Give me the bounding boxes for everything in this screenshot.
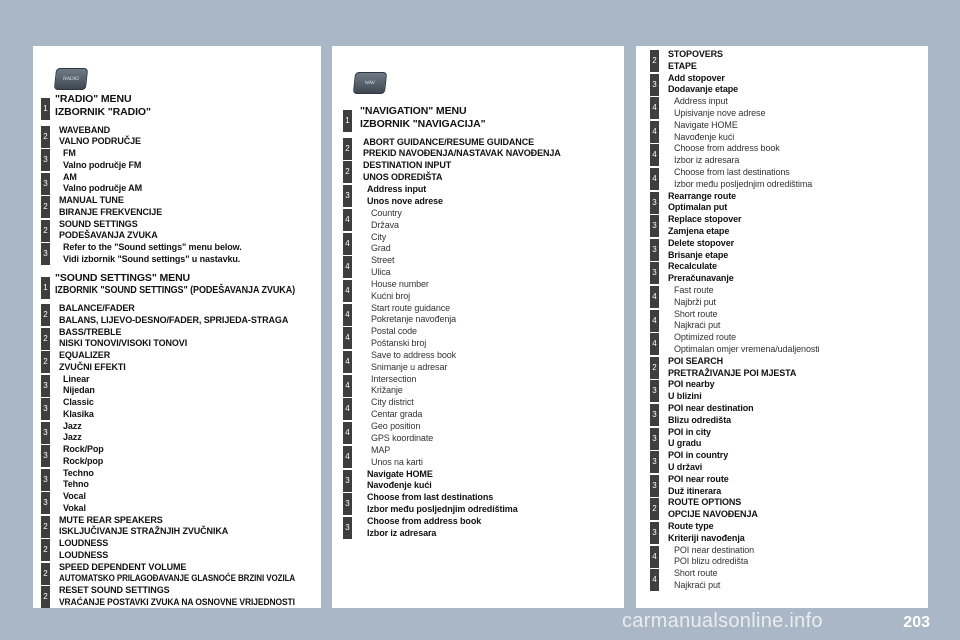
menu-entry-text (668, 474, 729, 498)
level-badge: 3 (650, 428, 659, 450)
menu-entry-text (63, 172, 142, 196)
menu-entry-text (360, 105, 486, 130)
entry-translation-label: Tehno (63, 479, 89, 490)
navigation-menu-panel (332, 46, 624, 608)
entry-translation-label: Duž itinerara (668, 485, 722, 496)
entry-translation-label: U blizini (668, 391, 702, 402)
level-badge: 3 (41, 469, 50, 491)
level-badge: 4 (343, 398, 352, 420)
entry-primary-label: POI near destination (668, 403, 754, 413)
level-badge: 4 (343, 209, 352, 231)
entry-translation-label: Ulica (371, 266, 391, 277)
entry-translation-label: Grad (371, 243, 391, 254)
menu-entry-text (63, 491, 86, 515)
entry-primary-label: City district (371, 397, 414, 408)
level-badge: 2 (343, 138, 352, 160)
level-badge: 4 (650, 286, 659, 308)
entry-translation-label: Navođenje kući (674, 131, 735, 142)
menu-entry-text (59, 350, 126, 374)
entry-primary-label: MANUAL TUNE (59, 195, 124, 205)
level-badge: 3 (650, 380, 659, 402)
entry-translation-label: IZBORNIK "SOUND SETTINGS" (PODEŠAVANJA ZVUKA) (55, 284, 296, 296)
entry-primary-label: Rearrange route (668, 190, 737, 201)
entry-primary-label: FM (63, 148, 76, 158)
entry-translation-label: Brisanje etape (668, 249, 729, 260)
entry-translation-label: U državi (668, 461, 703, 472)
entry-translation-label: IZBORNIK "RADIO" (55, 105, 151, 118)
entry-translation-label: Upisivanje nove adrese (674, 107, 766, 118)
entry-translation-label: GPS koordinate (371, 432, 434, 443)
level-badge: 4 (650, 333, 659, 355)
entry-translation-label: AUTOMATSKO PRILAGOĐAVANJE GLASNOĆE BRZINI VOZILA (59, 573, 296, 584)
level-badge: 3 (650, 215, 659, 237)
menu-entry-text (371, 374, 416, 398)
level-badge: 3 (41, 149, 50, 171)
entry-primary-label: RESET SOUND SETTINGS (59, 585, 170, 595)
menu-entry-text (668, 261, 734, 285)
entry-translation-label: LOUDNESS (59, 549, 109, 560)
menu-entry-text (63, 242, 242, 266)
entry-translation-label: Centar grada (371, 409, 423, 420)
menu-entry-text (674, 96, 765, 120)
level-badge: 3 (41, 492, 50, 514)
menu-entry-text (674, 568, 720, 592)
entry-primary-label: Navigate HOME (367, 468, 433, 479)
entry-primary-label: Choose from last destinations (674, 167, 790, 177)
menu-entry-text (371, 279, 429, 303)
entry-primary-label: AM (63, 171, 77, 182)
menu-entry-text (668, 403, 754, 427)
entry-translation-label: Poštanski broj (371, 338, 427, 349)
entry-translation-label: UNOS ODREDIŠTA (363, 172, 443, 183)
level-badge: 2 (41, 586, 50, 608)
menu-entry-text (371, 397, 422, 421)
entry-primary-label: POI near destination (674, 544, 755, 555)
entry-primary-label: POI in country (668, 450, 729, 461)
menu-entry-text (674, 167, 812, 191)
entry-primary-label: Techno (63, 467, 94, 478)
entry-translation-label: VRAĆANJE POSTAVKI ZVUKA NA OSNOVNE VRIJEDNOSTI (59, 596, 295, 607)
entry-translation-label: Optimalan put (668, 202, 728, 213)
menu-entry-text (674, 120, 738, 144)
entry-translation-label: PRETRAŽIVANJE POI MJESTA (668, 367, 797, 378)
level-badge: 4 (343, 327, 352, 349)
level-badge: 3 (650, 262, 659, 284)
menu-entry-text (59, 303, 288, 327)
radio-menu-panel (33, 46, 321, 608)
entry-translation-label: NISKI TONOVI/VISOKI TONOVI (59, 338, 188, 349)
level-badge: 3 (343, 493, 352, 515)
menu-entry-text (371, 421, 433, 445)
menu-entry-text (63, 421, 82, 445)
level-badge: 3 (650, 475, 659, 497)
entry-primary-label: BALANCE/FADER (59, 303, 135, 313)
menu-entry-text (674, 332, 820, 356)
entry-primary-label: Add stopover (668, 72, 725, 83)
entry-translation-label: Vokal (63, 502, 86, 513)
entry-primary-label: "RADIO" MENU (55, 93, 132, 105)
entry-primary-label: Rock/Pop (63, 444, 104, 454)
entry-translation-label: OPCIJE NAVOĐENJA (668, 509, 758, 520)
entry-primary-label: POI near route (668, 473, 729, 484)
menu-entry-text (674, 143, 780, 167)
level-badge: 2 (343, 161, 352, 183)
entry-translation-label: Izbor iz adresara (367, 527, 437, 538)
entry-translation-label: Izbor među posljednjim odredištima (367, 503, 518, 514)
level-badge: 3 (41, 445, 50, 467)
menu-entry-text (63, 374, 95, 398)
level-badge: 3 (343, 470, 352, 492)
menu-entry-text (59, 327, 187, 351)
level-badge: 4 (650, 97, 659, 119)
entry-translation-label: Kriteriji navođenja (668, 532, 745, 543)
level-badge: 3 (41, 173, 50, 195)
entry-translation-label: IZBORNIK "NAVIGACIJA" (360, 117, 486, 130)
entry-primary-label: Refer to the "Sound settings" menu below. (63, 242, 242, 252)
entry-primary-label: Short route (674, 308, 718, 319)
radio-menu-list (33, 46, 321, 608)
entry-translation-label: Valno područje FM (63, 159, 142, 170)
menu-entry-text (668, 191, 736, 215)
entry-translation-label: Klasika (63, 408, 94, 419)
entry-translation-label: Najkraći put (674, 579, 721, 590)
level-badge: 2 (41, 563, 50, 585)
entry-translation-label: ETAPE (668, 60, 697, 71)
entry-primary-label: POI in city (668, 426, 711, 437)
entry-primary-label: Save to address book (371, 350, 457, 360)
entry-translation-label: BIRANJE FREKVENCIJE (59, 206, 163, 217)
watermark: carmanualsonline.info (622, 610, 823, 632)
menu-entry-text (367, 184, 443, 208)
entry-translation-label: PODEŠAVANJA ZVUKA (59, 230, 158, 241)
level-badge: 3 (41, 422, 50, 444)
level-badge: 1 (41, 98, 50, 120)
entry-primary-label: Route type (668, 521, 714, 531)
level-badge: 2 (41, 304, 50, 326)
level-badge: 3 (41, 375, 50, 397)
menu-entry-text (668, 521, 745, 545)
navigation-options-panel (636, 46, 928, 608)
entry-translation-label: Rock/pop (63, 455, 104, 466)
level-badge: 4 (343, 256, 352, 278)
entry-primary-label: Vocal (63, 491, 86, 501)
level-badge: 3 (41, 398, 50, 420)
entry-translation-label: ISKLJUČIVANJE STRAŽNJIH ZVUČNIKA (59, 526, 229, 537)
level-badge: 3 (650, 522, 659, 544)
level-badge: 3 (650, 451, 659, 473)
entry-translation-label: Unos nove adrese (367, 195, 443, 206)
entry-translation-label: Izbor iz adresara (674, 155, 740, 166)
level-badge: 2 (41, 516, 50, 538)
entry-translation-label: Križanje (371, 385, 403, 396)
entry-primary-label: Replace stopover (668, 214, 742, 225)
menu-entry-text (55, 93, 151, 118)
entry-translation-label: Izbor među posljednjim odredištima (674, 178, 813, 189)
menu-entry-text (668, 497, 758, 521)
level-badge: 4 (650, 168, 659, 190)
level-badge: 4 (343, 446, 352, 468)
entry-primary-label: Classic (63, 397, 94, 407)
entry-translation-label: Snimanje u adresar (371, 361, 448, 372)
entry-primary-label: House number (371, 278, 429, 289)
level-badge: 2 (41, 328, 50, 350)
entry-translation-label: BALANS, LIJEVO-DESNO/FADER, SPRIJEDA-STRAGA (59, 314, 289, 325)
menu-entry-text (367, 516, 481, 540)
menu-entry-text (674, 545, 754, 569)
menu-entry-text (55, 272, 334, 297)
level-badge: 4 (650, 569, 659, 591)
entry-translation-label: Navođenje kući (367, 480, 432, 491)
level-badge: 4 (343, 280, 352, 302)
menu-entry-text (63, 444, 104, 468)
menu-entry-text (63, 468, 94, 492)
menu-entry-text (668, 214, 741, 238)
level-badge: 3 (650, 404, 659, 426)
entry-primary-label: Postal code (371, 326, 417, 337)
entry-translation-label: Država (371, 219, 399, 230)
navigation-options-list (636, 46, 928, 608)
entry-translation-label: Jazz (63, 432, 82, 443)
entry-primary-label: "NAVIGATION" MENU (360, 105, 467, 117)
entry-primary-label: Intersection (371, 373, 417, 384)
level-badge: 4 (343, 422, 352, 444)
entry-primary-label: Short route (674, 568, 718, 579)
level-badge: 2 (650, 498, 659, 520)
menu-entry-text (668, 379, 715, 403)
level-badge: 1 (343, 110, 352, 132)
entry-translation-label: Najbrži put (674, 296, 716, 307)
entry-translation-label: Zamjena etape (668, 225, 730, 236)
level-badge: 3 (41, 243, 50, 265)
entry-translation-label: VALNO PODRUČJE (59, 136, 141, 147)
menu-entry-text (668, 356, 796, 380)
menu-entry-text (668, 238, 734, 262)
entry-translation-label: Dodavanje etape (668, 84, 739, 95)
entry-translation-label: PREKID NAVOĐENJA/NASTAVAK NAVOĐENJA (363, 148, 561, 159)
entry-primary-label: BASS/TREBLE (59, 326, 122, 337)
entry-translation-label: ZVUČNI EFEKTI (59, 361, 126, 372)
menu-entry-text (674, 309, 720, 333)
entry-primary-label: Jazz (63, 420, 82, 431)
menu-entry-text (59, 585, 309, 609)
entry-primary-label: "SOUND SETTINGS" MENU (55, 271, 191, 284)
navigation-menu-list (332, 46, 624, 608)
entry-primary-label: Recalculate (668, 261, 717, 272)
entry-translation-label: Unos na karti (371, 456, 423, 467)
entry-primary-label: EQUALIZER (59, 350, 111, 360)
page-number: 203 (903, 614, 930, 631)
entry-primary-label: Choose from address book (674, 143, 780, 154)
level-badge: 4 (343, 233, 352, 255)
level-badge: 4 (343, 304, 352, 326)
entry-translation-label: Kućni broj (371, 290, 411, 301)
level-badge: 4 (343, 375, 352, 397)
menu-entry-text (371, 232, 391, 256)
menu-entry-text (59, 195, 162, 219)
entry-translation-label: Najkraći put (674, 320, 721, 331)
entry-primary-label: Linear (63, 373, 90, 384)
menu-entry-text (371, 445, 423, 469)
menu-entry-text (363, 160, 451, 184)
menu-entry-text (367, 469, 433, 493)
level-badge: 2 (41, 196, 50, 218)
entry-translation-label: Nijedan (63, 385, 95, 396)
level-badge: 4 (343, 351, 352, 373)
entry-primary-label: Delete stopover (668, 237, 735, 248)
level-badge: 4 (650, 546, 659, 568)
menu-entry-text (674, 285, 716, 309)
menu-entry-text (63, 397, 94, 421)
entry-primary-label: SOUND SETTINGS (59, 218, 138, 229)
entry-primary-label: Optimized route (674, 332, 737, 343)
entry-translation-label: Vidi izbornik "Sound settings" u nastavku. (63, 253, 241, 264)
entry-translation-label: Valno područje AM (63, 183, 142, 194)
menu-entry-text (668, 427, 711, 451)
entry-primary-label: POI nearby (668, 379, 715, 390)
level-badge: 2 (650, 357, 659, 379)
level-badge: 4 (650, 310, 659, 332)
menu-entry-text (59, 125, 141, 149)
level-badge: 2 (650, 50, 659, 72)
entry-translation-label: U gradu (668, 438, 702, 449)
entry-translation-label: Preračunavanje (668, 273, 734, 284)
entry-primary-label: Navigate HOME (674, 119, 738, 130)
level-badge: 3 (650, 192, 659, 214)
entry-primary-label: Address input (367, 184, 427, 195)
level-badge: 2 (41, 126, 50, 148)
level-badge: 3 (650, 239, 659, 261)
level-badge: 3 (650, 74, 659, 96)
menu-entry-text (363, 137, 561, 161)
menu-entry-text (59, 219, 158, 243)
menu-entry-text (59, 515, 228, 539)
entry-primary-label: ABORT GUIDANCE/RESUME GUIDANCE (363, 136, 535, 147)
level-badge: 4 (650, 144, 659, 166)
menu-entry-text (668, 450, 728, 474)
entry-primary-label: Geo position (371, 421, 421, 432)
entry-primary-label: Start route guidance (371, 302, 451, 313)
entry-translation-label: Optimalan omjer vremena/udaljenosti (674, 343, 820, 354)
entry-primary-label: City (371, 231, 387, 242)
level-badge: 2 (41, 539, 50, 561)
entry-primary-label: DESTINATION INPUT (363, 160, 452, 171)
entry-primary-label: POI SEARCH (668, 355, 724, 366)
entry-primary-label: LOUDNESS (59, 538, 109, 548)
entry-primary-label: Choose from last destinations (367, 492, 494, 503)
level-badge: 3 (343, 517, 352, 539)
nav-button-icon: NAV (353, 72, 387, 94)
entry-primary-label: MUTE REAR SPEAKERS (59, 514, 163, 525)
entry-primary-label: MAP (371, 444, 391, 455)
menu-entry-text (371, 303, 456, 327)
radio-button-icon: RADIO (54, 68, 88, 90)
menu-entry-text (63, 148, 141, 172)
entry-primary-label: Fast route (674, 285, 714, 295)
entry-primary-label: SPEED DEPENDENT VOLUME (59, 561, 187, 572)
entry-primary-label: Street (371, 255, 395, 266)
entry-primary-label: STOPOVERS (668, 49, 723, 59)
menu-entry-text (59, 538, 108, 562)
level-badge: 2 (41, 351, 50, 373)
entry-translation-label: Blizu odredišta (668, 414, 732, 425)
entry-translation-label: Pokretanje navođenja (371, 314, 457, 325)
entry-translation-label: POI blizu odredišta (674, 556, 749, 567)
menu-entry-text (668, 73, 738, 97)
menu-entry-text (59, 562, 325, 586)
entry-primary-label: ROUTE OPTIONS (668, 497, 742, 508)
menu-entry-text (668, 49, 723, 73)
menu-entry-text (371, 208, 402, 232)
level-badge: 4 (650, 121, 659, 143)
menu-entry-text (371, 255, 394, 279)
entry-primary-label: Choose from address book (367, 515, 482, 526)
level-badge: 3 (343, 185, 352, 207)
level-badge: 1 (41, 277, 50, 299)
entry-primary-label: WAVEBAND (59, 124, 111, 135)
level-badge: 2 (41, 220, 50, 242)
entry-primary-label: Address input (674, 96, 728, 107)
menu-entry-text (367, 492, 518, 516)
entry-primary-label: Country (371, 207, 402, 218)
menu-entry-text (371, 350, 456, 374)
menu-entry-text (371, 326, 426, 350)
